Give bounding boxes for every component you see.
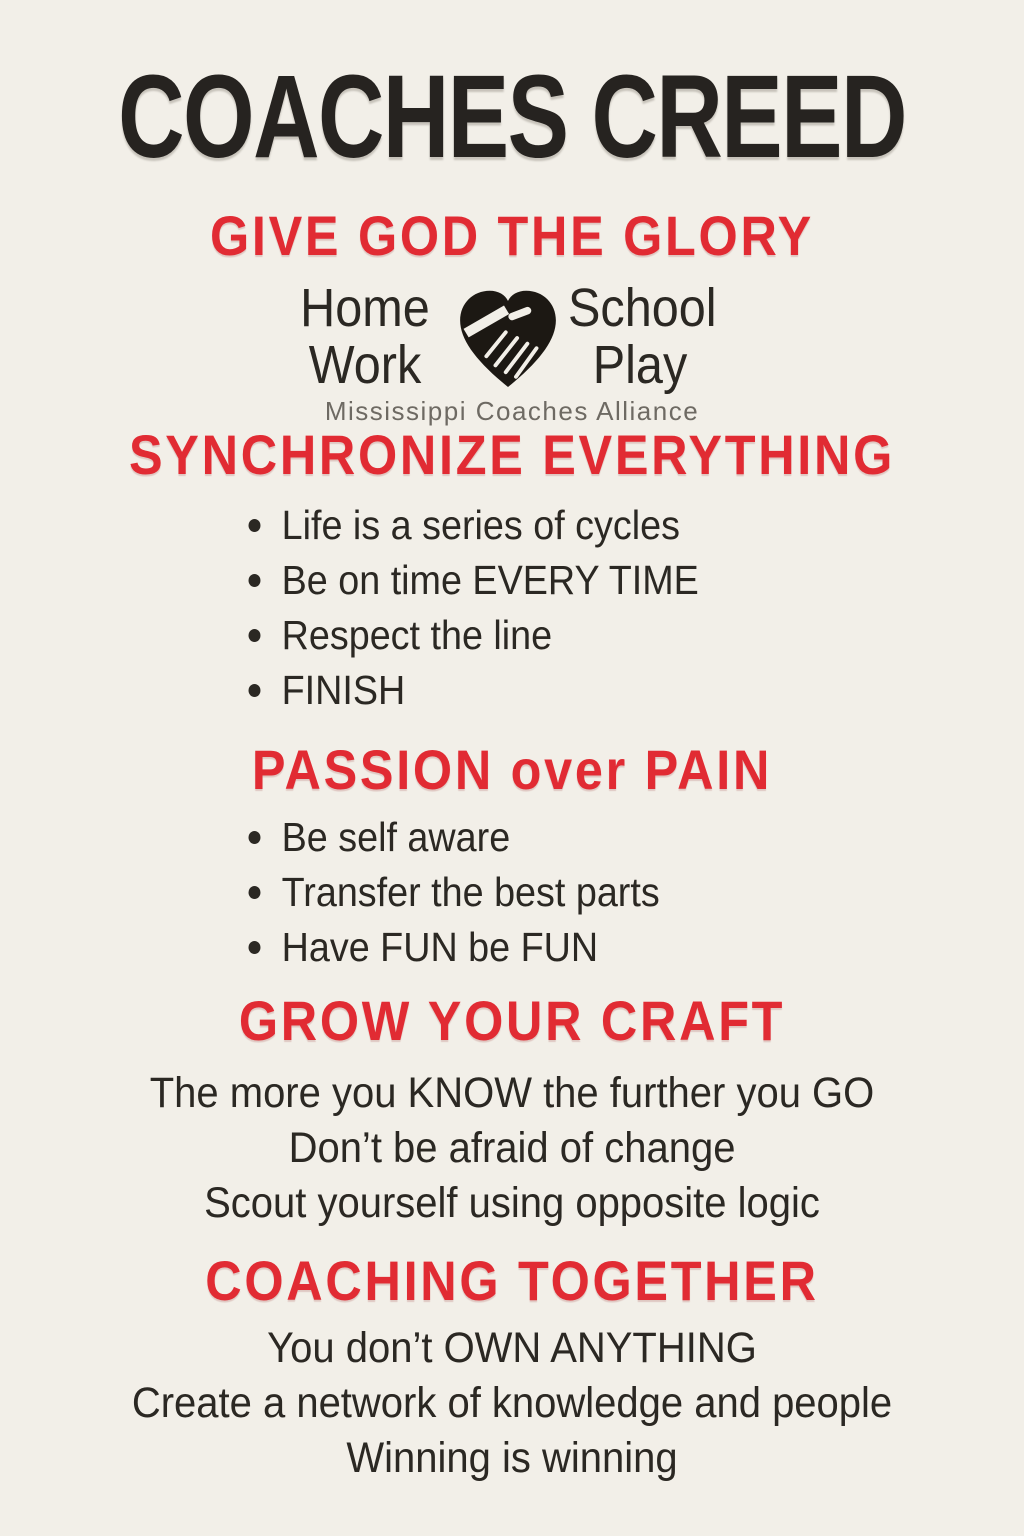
heart-handshake-icon: [451, 279, 565, 397]
section-heading-coaching-together: COACHING TOGETHER: [205, 1249, 819, 1312]
section-heading-give-god-the-glory: GIVE GOD THE GLORY: [210, 204, 814, 267]
bullet-item: Have FUN be FUN: [243, 920, 660, 975]
section-heading-grow-your-craft: GROW YOUR CRAFT: [238, 989, 786, 1052]
quadrant-word-play: Play: [592, 335, 688, 395]
bullet-item: Be on time EVERY TIME: [243, 553, 699, 608]
bullet-item: FINISH: [243, 663, 699, 718]
text-line: Don’t be afraid of change: [288, 1124, 736, 1172]
quadrant-right-column: [568, 278, 717, 395]
bullet-item: Be self aware: [243, 810, 660, 865]
passion-bullet-list: [243, 810, 696, 975]
bullet-item: Respect the line: [243, 608, 699, 663]
bullet-list: [243, 810, 660, 975]
bullet-item: Transfer the best parts: [243, 865, 660, 920]
organization-name: Mississippi Coaches Alliance: [324, 396, 700, 426]
text-line: Create a network of knowledge and people: [131, 1379, 893, 1427]
bullet-list: [243, 498, 699, 718]
text-line: You don’t OWN ANYTHING: [267, 1324, 757, 1372]
poster-title: COACHES CREED: [118, 51, 906, 183]
bullet-item: Life is a series of cycles: [243, 498, 699, 553]
text-line: Winning is winning: [346, 1434, 678, 1482]
section-heading-synchronize-everything: SYNCHRONIZE EVERYTHING: [128, 423, 896, 486]
quadrant-word-work: Work: [308, 335, 422, 395]
text-line: Scout yourself using opposite logic: [204, 1179, 820, 1227]
life-areas-quadrant: [0, 280, 1024, 405]
together-section-lines: [36, 1321, 988, 1486]
synchronize-bullet-list: [243, 498, 738, 718]
quadrant-word-home: Home: [300, 278, 430, 338]
text-line: The more you KNOW the further you GO: [149, 1069, 875, 1117]
quadrant-word-school: School: [568, 278, 717, 338]
grow-section-lines: [36, 1066, 988, 1231]
quadrant-left-column: [275, 280, 455, 394]
section-heading-passion-over-pain: PASSION over PAIN: [251, 738, 773, 801]
